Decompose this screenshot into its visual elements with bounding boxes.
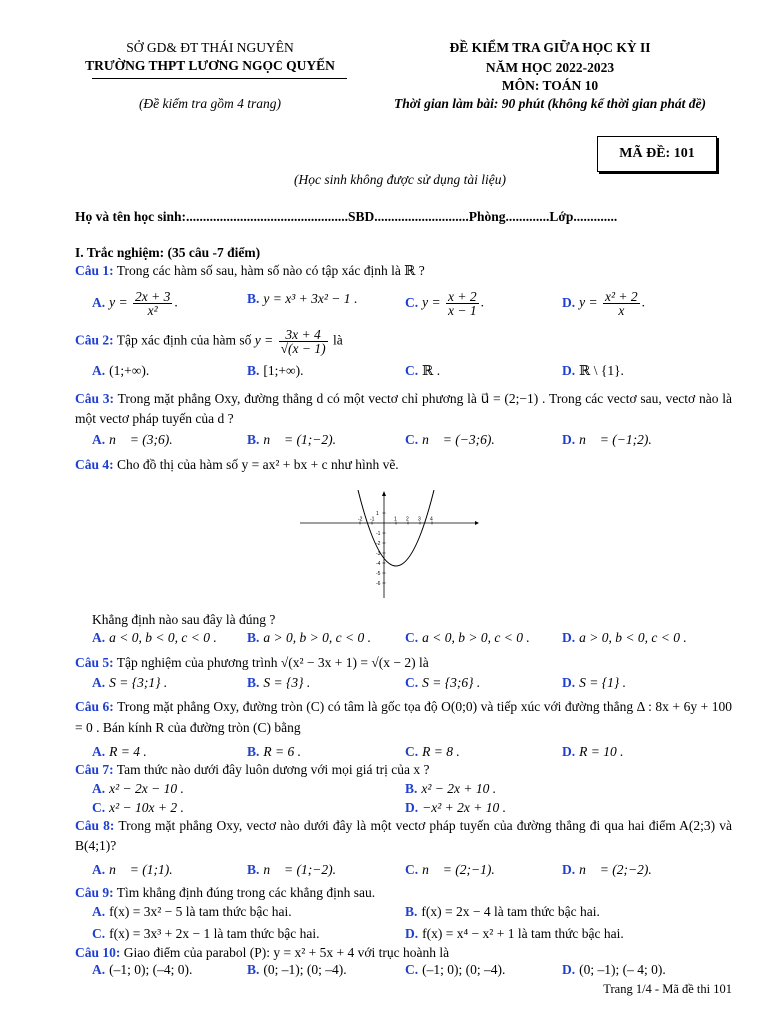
option-d[interactable]: D. f(x) = x⁴ − x² + 1 là tam thức bậc hai. <box>405 926 624 941</box>
axis-ticks <box>358 511 433 587</box>
question-text: Trong các hàm số sau, hàm số nào có tập xác định là ℝ ? <box>116 263 425 278</box>
question-text: Trong mặt phẳng Oxy, đường tròn (C) có tâm là gốc tọa độ O(0;0) và tiếp xúc với đường thẳng Δ : 8x + 6y + 100 = 0 . Bán kính R của đường tròn (C) bằng <box>75 699 732 735</box>
option-a[interactable]: A. (–1; 0); (–4; 0). <box>92 962 193 977</box>
option-a[interactable]: A. f(x) = 3x² − 5 là tam thức bậc hai. <box>92 904 292 919</box>
option-b[interactable]: B. a > 0, b > 0, c < 0 . <box>247 630 371 645</box>
question-7-options-ab <box>92 780 738 797</box>
question-label: Câu 8: <box>75 818 115 833</box>
y-tick-label: -2 <box>376 541 381 547</box>
option-d[interactable]: D. R = 10 . <box>562 744 624 759</box>
question-2: Câu 2: Tập xác định của hàm số y = $\frac{3x + 4}{√(x - 1)}$ là <box>75 327 343 356</box>
option-b[interactable]: B. n⃗ = (1;−2). <box>247 432 336 447</box>
question-label: Câu 4: <box>75 457 114 472</box>
x-axis-arrow <box>475 521 479 525</box>
question-6-options <box>92 743 738 760</box>
parabola-graph <box>300 490 480 600</box>
option-b[interactable]: B. y = x³ + 3x² − 1 . <box>247 291 358 306</box>
question-10-options <box>92 961 738 978</box>
question-9-options-cd <box>92 925 738 942</box>
question-7-options-cd <box>92 799 738 816</box>
option-c[interactable]: C. S = {3;6} . <box>405 675 481 690</box>
question-text: Trong mặt phẳng Oxy, vectơ nào dưới đây là một vectơ pháp tuyến của đường thẳng đi qua hai điểm A(2;3) và B(4;1)? <box>75 818 732 853</box>
question-10 <box>75 944 732 961</box>
x-tick-label: -2 <box>358 516 363 523</box>
question-3-options <box>92 431 738 448</box>
question-9 <box>75 884 732 901</box>
x-tick-label: 1 <box>394 516 397 523</box>
option-c[interactable]: C. (–1; 0); (0; –4). <box>405 962 506 977</box>
option-d[interactable]: D. n⃗ = (2;−2). <box>562 862 652 877</box>
question-8 <box>75 816 732 856</box>
option-a[interactable]: A. a < 0, b < 0, c < 0 . <box>92 630 217 645</box>
section-title: I. Trắc nghiệm: (35 câu -7 điểm) <box>75 245 261 260</box>
y-tick-label: -6 <box>376 581 381 587</box>
option-c[interactable]: C. a < 0, b > 0, c < 0 . <box>405 630 530 645</box>
question-label: Câu 2: <box>75 332 114 348</box>
option-c[interactable]: C. n⃗ = (−3;6). <box>405 432 495 447</box>
question-label: Câu 9: <box>75 885 114 900</box>
option-c[interactable]: C. x² − 10x + 2 . <box>92 800 184 815</box>
question-label: Câu 7: <box>75 762 114 777</box>
option-c[interactable]: C. y = $\frac{x + 2}{x - 1}$ . <box>405 289 484 318</box>
option-d[interactable]: D. y = $\frac{\text{x² + 2}}{x}$ . <box>562 289 646 318</box>
y-tick-label: -3 <box>376 551 381 557</box>
question-text: Tập xác định của hàm số <box>116 332 252 348</box>
exam-title: ĐỀ KIỂM TRA GIỮA HỌC KỲ II <box>449 40 651 55</box>
option-b[interactable]: B. n⃗ = (1;−2). <box>247 862 336 877</box>
option-b[interactable]: B. (0; –1); (0; –4). <box>247 962 347 977</box>
no-materials-note: (Học sinh không được sử dụng tài liệu) <box>293 172 507 187</box>
option-c[interactable]: C. ℝ . <box>405 363 441 378</box>
question-label: Câu 1: <box>75 263 114 278</box>
y-tick-label: 1 <box>376 511 379 517</box>
question-5 <box>75 654 732 671</box>
page-footer: Trang 1/4 - Mã đề thi 101 <box>603 982 732 996</box>
option-c[interactable]: C. n⃗ = (2;−1). <box>405 862 495 877</box>
option-d[interactable]: D. −x² + 2x + 10 . <box>405 800 506 815</box>
question-label: Câu 6: <box>75 699 114 714</box>
option-a[interactable]: A. n⃗ = (1;1). <box>92 862 173 877</box>
y-tick-label: -5 <box>376 571 381 577</box>
subject: MÔN: TOÁN 10 <box>501 78 599 93</box>
question-7 <box>75 761 732 778</box>
question-text: Cho đồ thị của hàm số y = ax² + bx + c như hình vẽ. <box>117 457 399 472</box>
option-b[interactable]: B. R = 6 . <box>247 744 301 759</box>
question-8-options <box>92 861 738 878</box>
question-4-options <box>92 629 738 646</box>
header-underline <box>92 78 347 79</box>
x-tick-label: -1 <box>370 516 375 523</box>
exam-time: Thời gian làm bài: 90 phút (không kể thời gian phát đề) <box>394 96 706 111</box>
exam-code-box: MÃ ĐỀ: 101 <box>597 136 717 172</box>
y-tick-label: -4 <box>376 561 381 567</box>
question-1-options <box>92 290 738 320</box>
school-year: NĂM HỌC 2022-2023 <box>485 60 615 75</box>
y-axis-arrow <box>382 491 386 496</box>
question-text: Trong mặt phẳng Oxy, đường thẳng d có một vectơ chỉ phương là u⃗ = (2;−1) . Trong các vectơ sau, vectơ nào là một vectơ pháp tuyến của d ? <box>75 391 732 426</box>
department-name: SỞ GD& ĐT THÁI NGUYÊN <box>126 40 294 55</box>
question-label: Câu 10: <box>75 945 121 960</box>
question-4 <box>75 456 732 473</box>
x-tick-label: 2 <box>406 516 409 523</box>
option-a[interactable]: A. x² − 2x − 10 . <box>92 781 184 796</box>
school-name: TRƯỜNG THPT LƯƠNG NGỌC QUYẾN <box>85 58 335 73</box>
question-5-options <box>92 674 738 691</box>
question-text: Tìm khẳng định đúng trong các khẳng định sau. <box>116 885 376 900</box>
question-text: Tam thức nào dưới đây luôn dương với mọi giá trị của x ? <box>116 762 430 777</box>
x-tick-label: 4 <box>430 516 433 523</box>
option-b[interactable]: B. f(x) = 2x − 4 là tam thức bậc hai. <box>405 904 600 919</box>
x-tick-label: 3 <box>418 516 421 523</box>
option-a[interactable]: A. n⃗ = (3;6). <box>92 432 173 447</box>
option-a[interactable]: A. y = $\frac{2x + 3}{\text{x²}}$ . <box>92 289 178 318</box>
option-b[interactable]: B. x² − 2x + 10 . <box>405 781 497 796</box>
pages-note: (Đề kiểm tra gồm 4 trang) <box>138 96 282 111</box>
option-c[interactable]: C. R = 8 . <box>405 744 460 759</box>
question-text: Tập nghiệm của phương trình √(x² − 3x + 1) = √(x − 2) là <box>116 655 429 670</box>
student-info-line: Họ và tên học sinh:................................................SBD............................Phòng.............Lớp............. <box>75 209 618 224</box>
question-4-claim: Khẳng định nào sau đây là đúng ? <box>92 612 276 627</box>
option-d[interactable]: D. (0; –1); (– 4; 0). <box>562 962 666 977</box>
parabola-curve <box>358 490 434 566</box>
option-d[interactable]: D. a > 0, b < 0, c < 0 . <box>562 630 687 645</box>
question-2-options <box>92 362 738 379</box>
option-d[interactable]: D. n⃗ = (−1;2). <box>562 432 652 447</box>
question-text: Giao điểm của parabol (P): y = x² + 5x + 4 với trục hoành là <box>123 945 450 960</box>
option-a[interactable]: A. (1;+∞). <box>92 363 150 378</box>
option-d[interactable]: D. S = {1} . <box>562 675 627 690</box>
question-label: Câu 3: <box>75 391 115 406</box>
question-label: Câu 5: <box>75 655 114 670</box>
question-1 <box>75 262 732 279</box>
question-9-options-ab <box>92 903 738 920</box>
option-b[interactable]: B. S = {3} . <box>247 675 311 690</box>
option-c[interactable]: C. f(x) = 3x³ + 2x − 1 là tam thức bậc hai. <box>92 926 320 941</box>
option-a[interactable]: A. R = 4 . <box>92 744 147 759</box>
option-b[interactable]: B. [1;+∞). <box>247 363 304 378</box>
option-d[interactable]: D. ℝ \ {1}. <box>562 363 624 378</box>
y-tick-label: -1 <box>376 531 381 537</box>
question-3 <box>75 389 732 429</box>
question-6 <box>75 696 732 738</box>
option-a[interactable]: A. S = {3;1} . <box>92 675 168 690</box>
